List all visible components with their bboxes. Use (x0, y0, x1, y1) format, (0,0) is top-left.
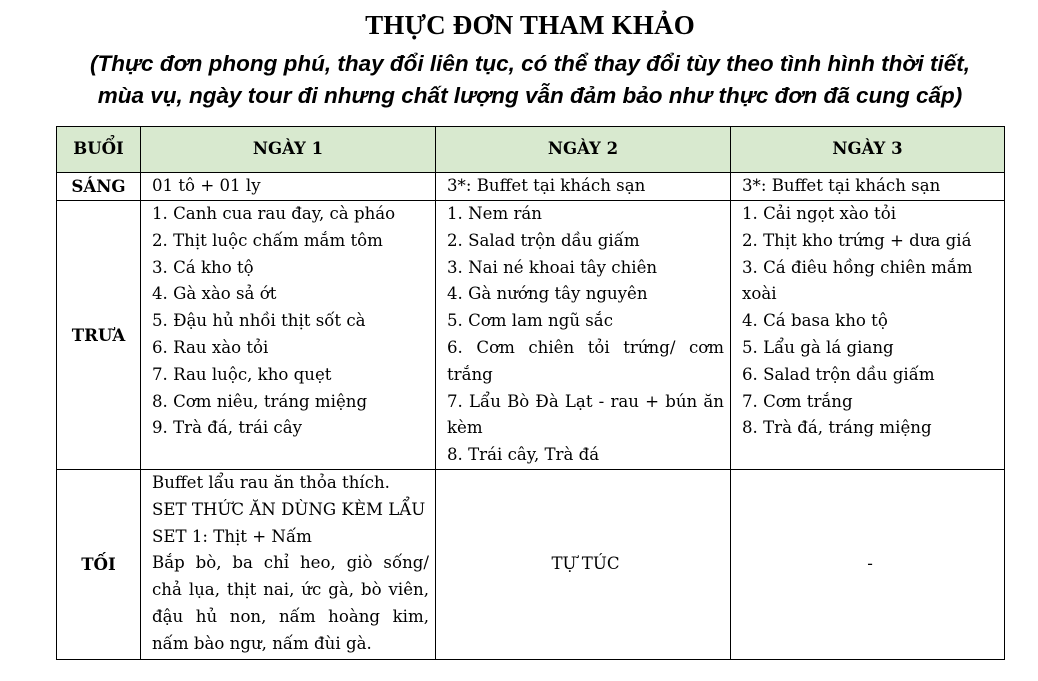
list-item: 1. Cải ngọt xào tỏi (742, 204, 897, 223)
row-toi (57, 469, 1005, 659)
list-item: 7. Rau luộc, kho quẹt (152, 364, 332, 384)
list-item: SET 1: Thịt + Nấm (152, 526, 312, 546)
cell-trua-day1 (141, 201, 436, 470)
list-item: 2. Thịt kho trứng + dưa giá (742, 230, 972, 250)
list-item: Buffet lẩu rau ăn thỏa thích. (152, 472, 390, 492)
cell-toi-day3: - (731, 469, 1005, 659)
list-item: 5. Cơm lam ngũ sắc (447, 311, 613, 331)
list-item: Bắp bò, ba chỉ heo, giò sống/ chả lụa, thịt nai, ức gà, bò viên, đậu hủ non, nấm hoàng kim, nấm bào ngư, nấm đùi gà. (152, 553, 429, 653)
row-trua (57, 201, 1005, 470)
row-label-trua: TRƯA (57, 201, 141, 470)
row-sang (57, 173, 1005, 201)
cell-sang-day1: 01 tô + 01 ly (141, 173, 436, 201)
list-item: SET THỨC ĂN DÙNG KÈM LẨU (152, 499, 426, 519)
list-item: 6. Salad trộn dầu giấm (742, 364, 935, 384)
cell-toi-day2: TỰ TÚC (436, 469, 731, 659)
list-item: 3. Cá kho tộ (152, 257, 254, 277)
header-ngay-1: NGÀY 1 (141, 127, 436, 173)
header-ngay-2: NGÀY 2 (436, 127, 731, 173)
subtitle-line-1: (Thực đơn phong phú, thay đổi liên tục, có thể thay đổi tùy theo tình hình thời tiết, (90, 51, 970, 76)
list-item: 9. Trà đá, trái cây (152, 418, 302, 438)
list-item: 4. Gà nướng tây nguyên (447, 284, 648, 304)
list-item: 7. Lẩu Bò Đà Lạt - rau + bún ăn kèm (447, 391, 724, 438)
menu-table (56, 126, 1005, 660)
list-item: 3. Cá điêu hồng chiên mắm xoài (742, 257, 973, 304)
list-item: 6. Rau xào tỏi (152, 337, 269, 357)
cell-sang-day2: 3*: Buffet tại khách sạn (436, 173, 731, 201)
list-item: 8. Trái cây, Trà đá (447, 445, 600, 465)
header-ngay-3: NGÀY 3 (731, 127, 1005, 173)
page-title: THỰC ĐƠN THAM KHẢO (365, 10, 695, 40)
cell-trua-day2 (436, 201, 731, 470)
list-item: 1. Nem rán (447, 204, 542, 223)
header-row (57, 127, 1005, 173)
list-item: 5. Lẩu gà lá giang (742, 337, 894, 357)
list-item: 2. Salad trộn dầu giấm (447, 230, 640, 250)
list-item: 3. Nai né khoai tây chiên (447, 257, 658, 277)
row-label-sang: SÁNG (57, 173, 141, 201)
page-subtitle (0, 48, 1038, 112)
subtitle-line-2: mùa vụ, ngày tour đi nhưng chất lượng vẫn đảm bảo như thực đơn đã cung cấp) (97, 83, 963, 108)
list-item: 4. Cá basa kho tộ (742, 311, 888, 331)
row-label-toi: TỐI (57, 469, 141, 659)
list-item: 5. Đậu hủ nhồi thịt sốt cà (152, 311, 366, 331)
cell-trua-day3 (731, 201, 1005, 470)
list-item: 8. Cơm niêu, tráng miệng (152, 391, 368, 411)
cell-toi-day1 (141, 469, 436, 659)
header-buoi: BUỔI (57, 127, 141, 173)
list-item: 4. Gà xào sả ớt (152, 284, 277, 304)
list-item: 1. Canh cua rau đay, cà pháo (152, 204, 396, 223)
list-item: 6. Cơm chiên tỏi trứng/ cơm trắng (447, 337, 724, 384)
list-item: 8. Trà đá, tráng miệng (742, 418, 932, 438)
cell-sang-day3: 3*: Buffet tại khách sạn (731, 173, 1005, 201)
list-item: 2. Thịt luộc chấm mắm tôm (152, 230, 383, 250)
list-item: 7. Cơm trắng (742, 391, 853, 411)
